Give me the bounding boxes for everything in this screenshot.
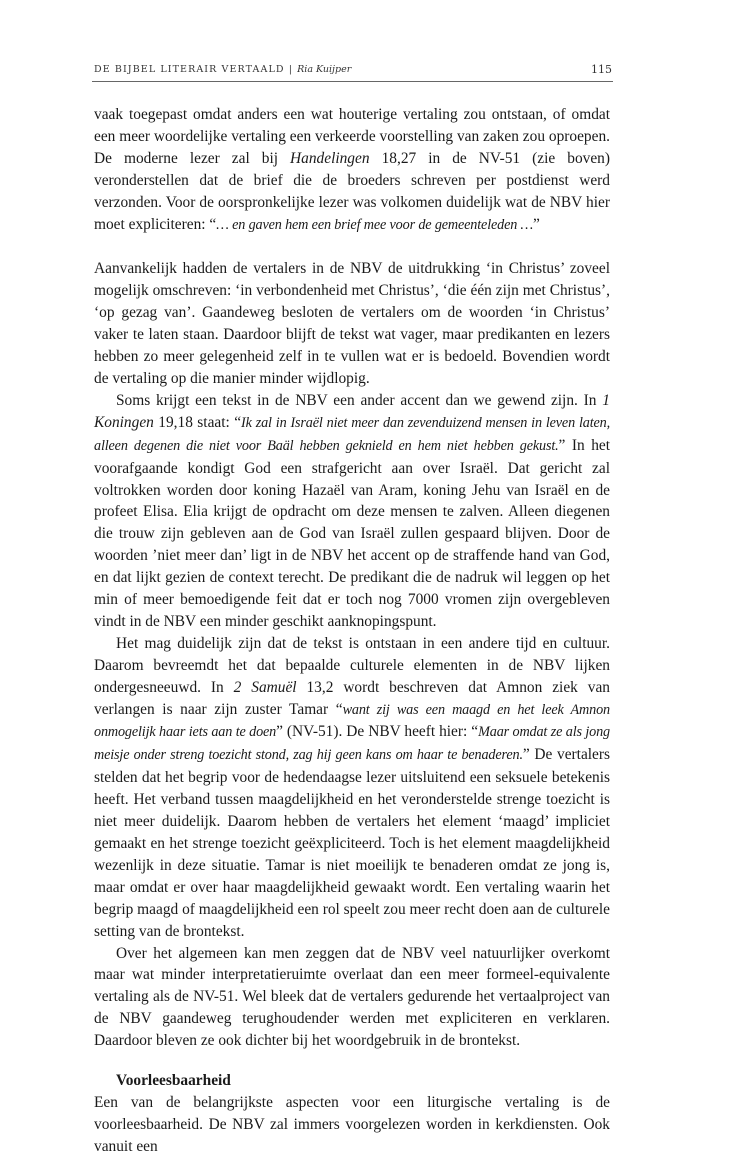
header-rule (92, 81, 613, 82)
scripture-reference: 1 Koningen (94, 391, 610, 431)
scripture-reference: 2 Samuël (233, 678, 297, 696)
author-name: Ria Kuijper (297, 64, 352, 75)
quotation: Ik zal in Israël niet meer dan zevenduizend mensen in leven laten, alleen degenen die niet voor Baäl hebben geknield en hem niet hebben gekust. (94, 414, 610, 454)
page-number: 115 (591, 63, 612, 76)
scripture-reference: Handelingen (290, 149, 370, 167)
running-header (94, 62, 612, 78)
paragraph: Een van de belangrijkste aspecten voor een liturgische vertaling is de voorleesbaarheid. De NBV zal immers voorgelezen worden in kerkdiensten. Ook vanuit een (94, 1093, 610, 1155)
book-title-header (94, 64, 351, 75)
quotation: Maar omdat ze als jong meisje onder streng toezicht stond, zag hij geen kans om haar te benaderen. (94, 724, 610, 764)
body-text (94, 104, 610, 1158)
paragraph: Over het algemeen kan men zeggen dat de NBV veel natuurlijker overkomt maar wat minder interpretatieruimte overlaat dan een meer formeel-equivalente vertaling als de NV-51. Wel bleek dat de vertalers gedurende het vertaalproject van de NBV gaandeweg terughoudender werden met expliciteren en verklaren. Daardoor bleven ze ook dichter bij het woordgebruik in de brontekst. (94, 944, 610, 1050)
paragraph: vaak toegepast omdat anders een wat houterige vertaling zou ontstaan, of omdat een meer woordelijke vertaling een verkeerde voorstelling van zaken zou oproepen. De moderne lezer zal bij Handelingen 18,27 in de NV-51 (zie boven) veronderstellen dat de brief die de broeders schreven per postdienst werd verzonden. Voor de oorspronkelijke lezer was volkomen duidelijk wat de NBV hier moet expliciteren: “… en gaven hem een brief mee voor de gemeenteleden …” (94, 106, 610, 233)
paragraph: Soms krijgt een tekst in de NBV een ander accent dan we gewend zijn. In 1 Koningen 19,18 staat: “Ik zal in Israël niet meer dan zevenduizend mensen in leven laten, alleen degenen die niet voor Baäl hebben geknield en hem niet hebben gekust.” In het voorafgaande kondigt God een strafgericht aan over Israël. Dat gericht zal voltrokken worden door koning Hazaël van Aram, koning Jehu van Israël en de profeet Elisa. Elia krijgt de opdracht om deze mensen te zalven. Alleen diegenen die trouw zijn gebleven aan de God van Israël zullen gespaard blijven. Door de woorden ’niet meer dan’ ligt in de NBV het accent op de straffende hand van God, en dat lijkt gezien de context terecht. De predikant die de nadruk wil leggen op het min of meer bemoedigende feit dat er toch nog 7000 vromen zijn overgebleven vindt in de NBV een minder geschikt aanknopingspunt. (94, 391, 611, 630)
paragraph: Aanvankelijk hadden de vertalers in de NBV de uitdrukking ‘in Christus’ zoveel mogelijk omschreven: ‘in verbondenheid met Christus’, ‘die één zijn met Christus’, ‘op gezag van’. Gaandeweg besloten de vertalers om de woorden ‘in Christus’ vaker te laten staan. Daardoor blijft de tekst wat vager, maar predikanten en lezers hebben zo meer gelegenheid zelf in te vullen wat er is bedoeld. Bovendien wordt de vertaling op die manier minder wijdlopig. (94, 260, 610, 387)
quotation: … en gaven hem een brief mee voor de gemeenteleden … (216, 216, 534, 233)
quotation: want zij was een maagd en het leek Amnon onmogelijk haar iets aan te doen (94, 701, 610, 741)
header-separator: | (288, 64, 294, 75)
section-heading: Voorleesbaarheid (116, 1072, 231, 1090)
book-title: DE BIJBEL LITERAIR VERTAALD (94, 64, 285, 75)
paragraph: Het mag duidelijk zijn dat de tekst is ontstaan in een andere tijd en cultuur. Daarom bevreemdt het dat bepaalde culturele elementen in de NBV lijken ondergesneeuwd. In 2 Samuël 13,2 wordt beschreven dat Amnon ziek van verlangen is naar zijn zuster Tamar “want zij was een maagd en het leek Amnon onmogelijk haar iets aan te doen” (NV-51). De NBV heeft hier: “Maar omdat ze als jong meisje onder streng toezicht stond, zag hij geen kans om haar te benaderen.” De vertalers stelden dat het begrip voor de hedendaagse lezer uitsluitend een seksuele betekenis heeft. Het verband tussen maagdelijkheid en het veronderstelde strenge toezicht is niet meer duidelijk. Daarom hebben de vertalers het element ‘maagd’ impliciet gemaakt en het strenge toezicht geëxpliciteerd. Toch is het element maagdelijkheid wezenlijk in deze situatie. Tamar is niet moeilijk te benaderen omdat ze jong is, maar omdat er over haar maagdelijkheid gewaakt wordt. Een vertaling waarin het begrip maagd of maagdelijkheid een rol speelt zou meer recht doen aan de culturele setting van de brontekst. (94, 634, 610, 940)
